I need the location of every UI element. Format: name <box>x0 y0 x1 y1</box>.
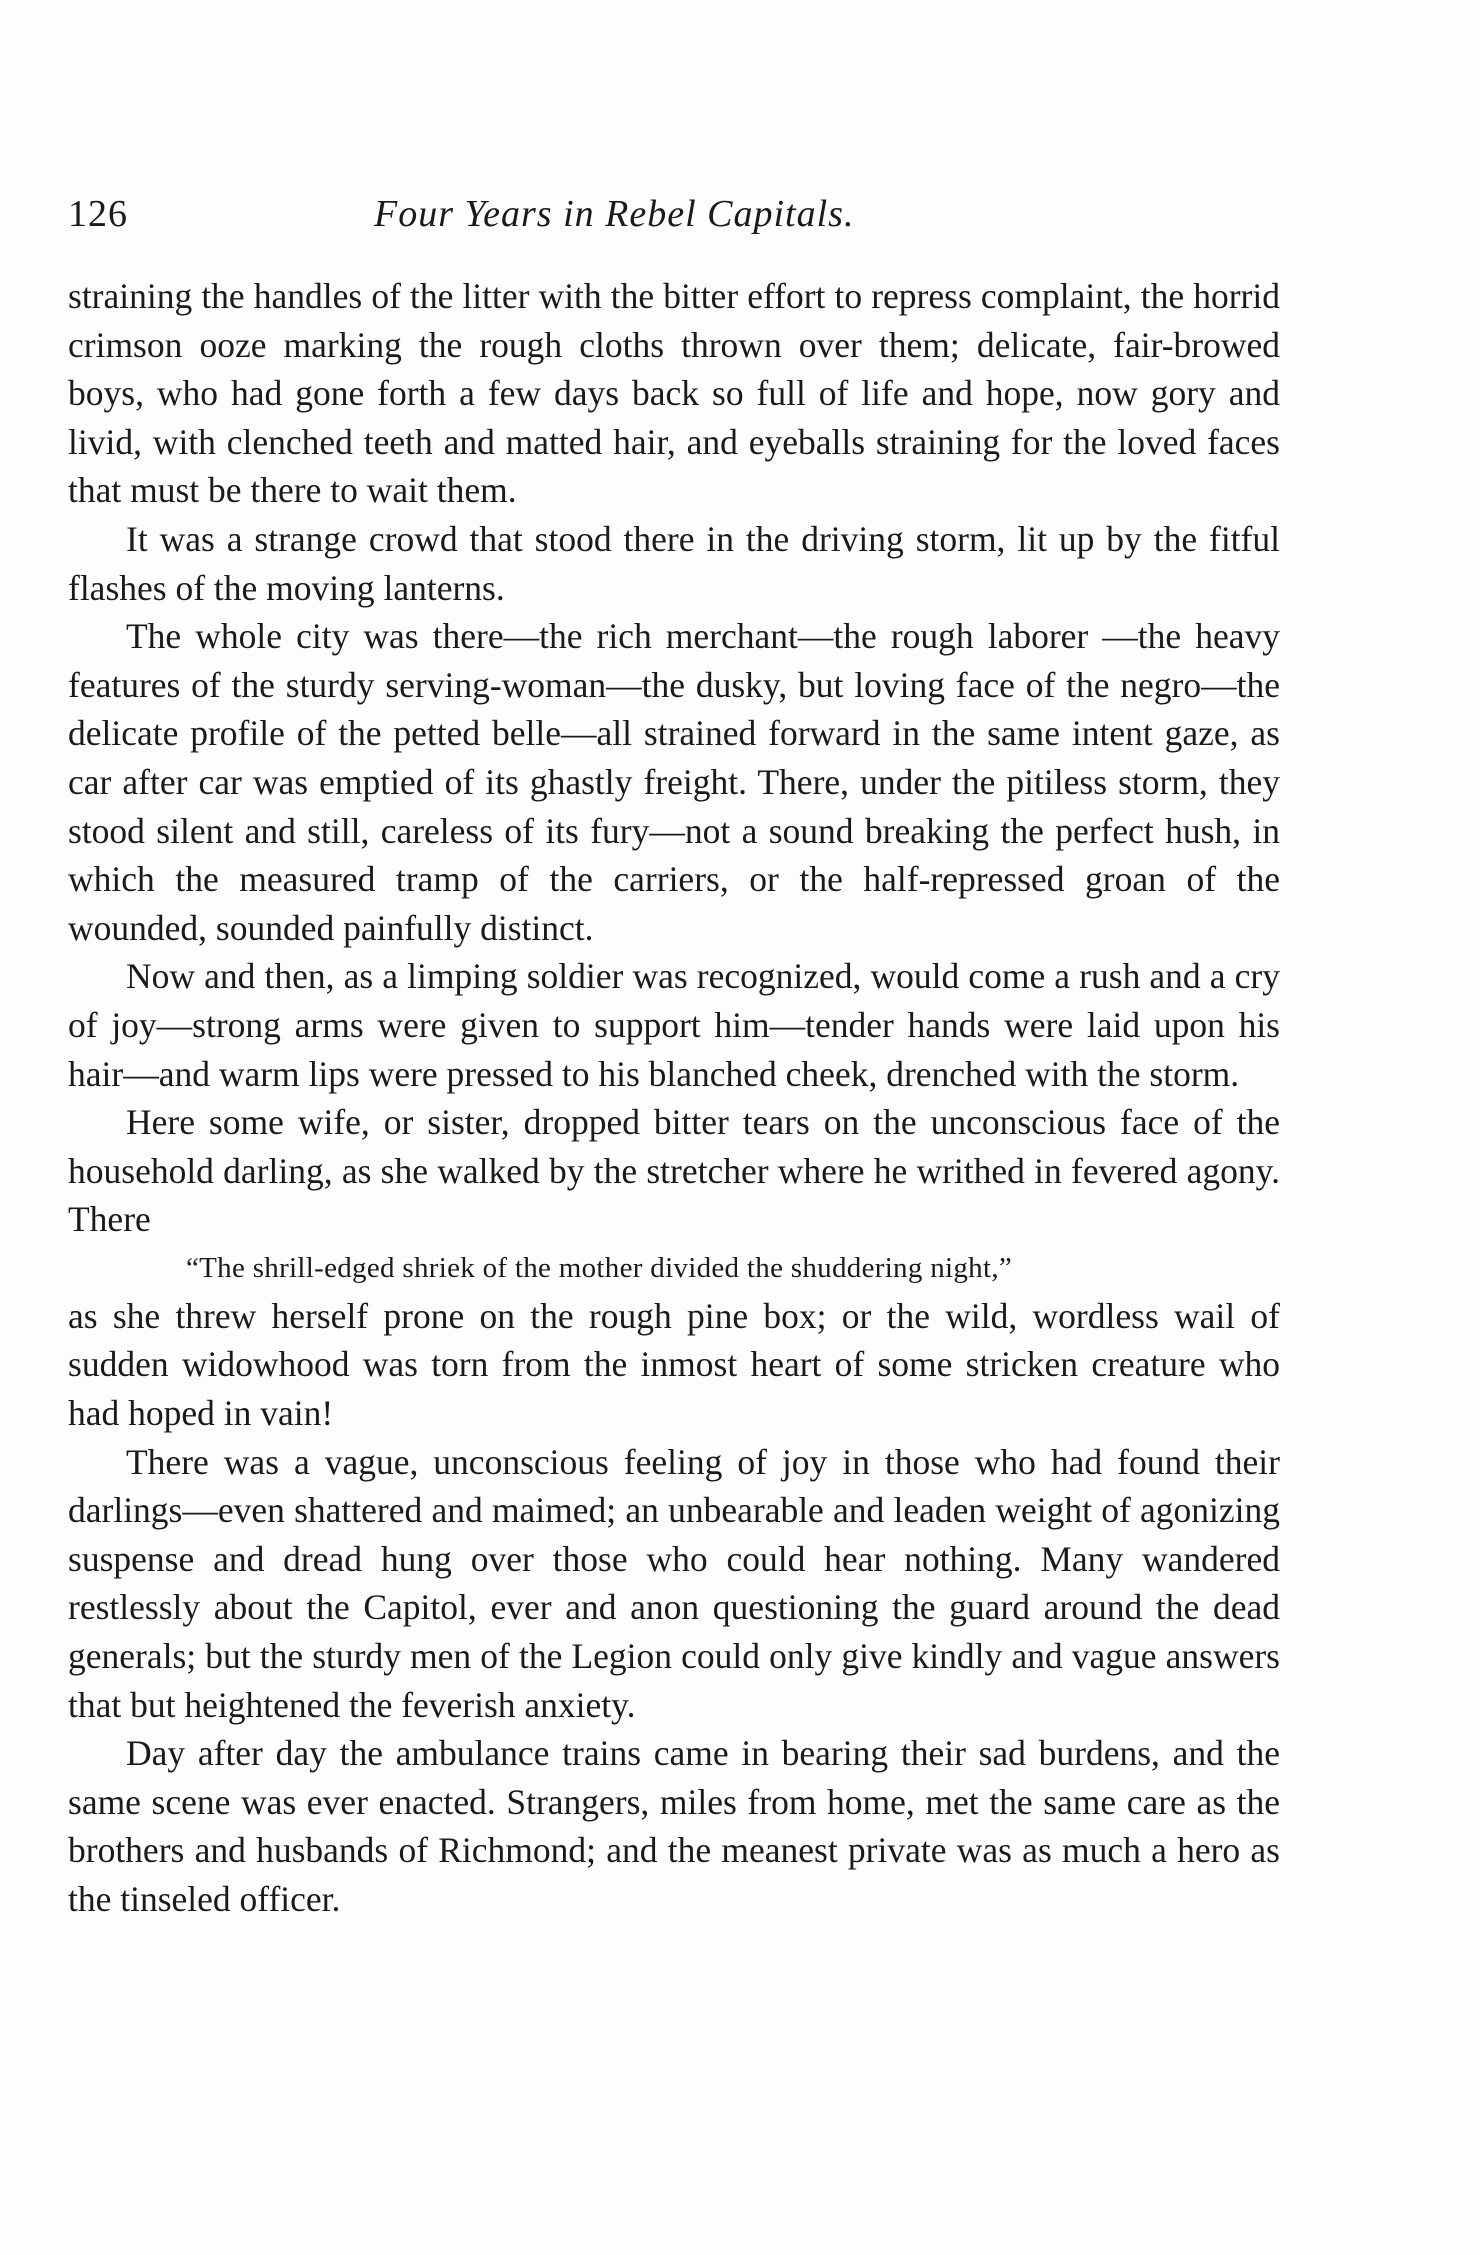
paragraph-suspense: There was a vague, unconscious feeling of joy in those who had found their darlings—even shattered and maimed; an unbearable and leaden weight of agonizing suspense and dread hung over those who could hear nothing. Many wandered restlessly about the Capitol, ever and anon questioning the guard around the dead generals; but the sturdy men of the Legion could only give kindly and vague answers that but heightened the feverish anxiety. <box>68 1441 1280 1725</box>
paragraph-wife: Here some wife, or sister, dropped bitter tears on the unconscious face of the household darling, as she walked by the stretcher where he writhed in fevered agony. There <box>68 1102 1280 1240</box>
paragraph-soldier: Now and then, as a limping soldier was recognized, would come a rush and a cry of joy—strong arms were given to support him—tender hands were laid upon his hair—and warm lips were pressed to his blanched cheek, drenched with the storm. <box>68 956 1280 1094</box>
running-title: Four Years in Rebel Capitals. <box>374 193 855 235</box>
paragraph-continued: straining the handles of the litter with the bitter effort to repress complaint, the horrid crimson ooze marking the rough cloths thrown over them; delicate, fair-browed boys, who had gone forth a few days back so full of life and hope, now gory and livid, with clenched teeth and matted hair, and eyeballs straining for the loved faces that must be there to wait them. <box>68 276 1280 511</box>
paragraph-ambulance: Day after day the ambulance trains came in bearing their sad burdens, and the same scene was ever enacted. Strangers, miles from home, met the same care as the brothers and husbands of Richmond; and the meanest private was as much a hero as the tinseled officer. <box>68 1733 1280 1919</box>
block-quote: “The shrill-edged shriek of the mother divided the shuddering night,” <box>186 1251 1013 1284</box>
page-number: 126 <box>68 193 128 235</box>
paragraph-city: The whole city was there—the rich merchant—the rough laborer —the heavy features of the sturdy serving-woman—the dusky, but loving face of the negro—the delicate profile of the petted belle—all strained forward in the same intent gaze, as car after car was emptied of its ghastly freight. There, under the pitiless storm, they stood silent and still, careless of its fury—not a sound breaking the perfect hush, in which the measured tramp of the carriers, or the half-repressed groan of the wounded, sounded painfully distinct. <box>68 616 1280 948</box>
body-text <box>68 272 1280 1924</box>
paragraph-crowd: It was a strange crowd that stood there in the driving storm, lit up by the fitful flashes of the moving lanterns. <box>68 518 1280 608</box>
running-head <box>68 188 1280 240</box>
paragraph-quote-continuation: as she threw herself prone on the rough pine box; or the wild, wordless wail of sudden widowhood was torn from the inmost heart of some stricken creature who had hoped in vain! <box>68 1295 1280 1434</box>
